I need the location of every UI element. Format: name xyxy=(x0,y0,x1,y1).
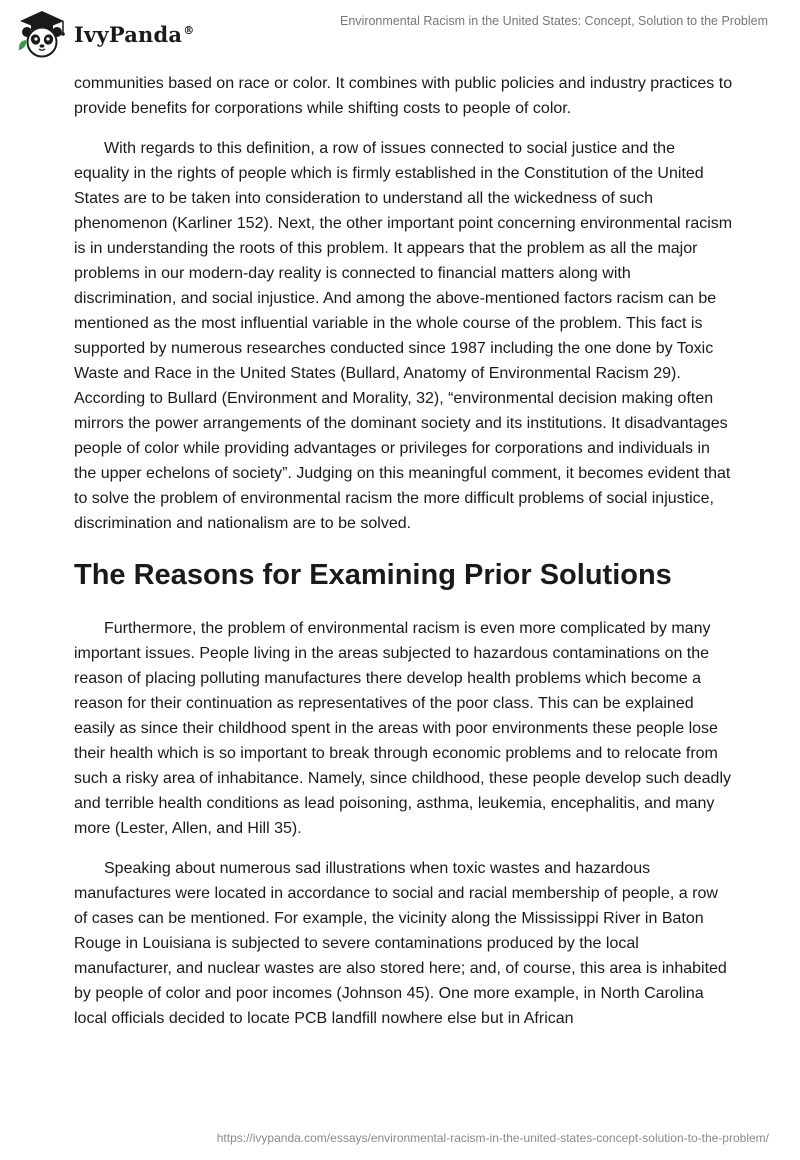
registered-mark: ® xyxy=(183,23,195,37)
page-header xyxy=(0,0,800,64)
source-url[interactable]: https://ivypanda.com/essays/environmental-racism-in-the-united-states-concept-solution-to-the-problem/ xyxy=(216,1131,769,1145)
graduation-panda-icon xyxy=(14,8,68,60)
paragraph-continued: communities based on race or color. It combines with public policies and industry practices to provide benefits for corporations while shifting costs to people of color. xyxy=(74,75,733,117)
paragraph-illustrations: Speaking about numerous sad illustrations when toxic wastes and hazardous manufactures were located in accordance to social and racial membership of people, a row of cases can be mentioned. For example, the vicinity along the Mississippi River in Baton Rouge in Louisiana is subjected to severe contaminations produced by the local manufacturer, and nuclear wastes are also stored here; and, of course, this area is inhabited by people of color and poor incomes (Johnson 45). One more example, in North Carolina local officials decided to locate PCB landfill nowhere else but in African xyxy=(74,860,727,1027)
document-title: Environmental Racism in the United States: Concept, Solution to the Problem xyxy=(340,14,768,28)
brand-logo[interactable] xyxy=(14,8,194,60)
brand-name: IvyPanda® xyxy=(74,21,195,47)
section-heading: The Reasons for Examining Prior Solutions xyxy=(74,559,672,591)
paragraph-health-issues: Furthermore, the problem of environmental racism is even more complicated by many important issues. People living in the areas subjected to hazardous contaminations on the reason of placing polluting manufactures there develop health problems which become a reason for their continuation as representatives of the poor class. This can be explained easily as since their childhood spent in the areas with poor environments these people lose their health which is so important to break through economic problems and to relocate from such a risky area of inhabitance. Namely, since childhood, these people develop such deadly and terrible health conditions as lead poisoning, asthma, leukemia, encephalitis, and many more (Lester, Allen, and Hill 35). xyxy=(74,620,731,837)
essay-content xyxy=(74,71,734,1031)
paragraph-definition: With regards to this definition, a row of issues connected to social justice and the equality in the rights of people which is firmly established in the Constitution of the United States are to be taken into consideration to understand all the wickedness of such phenomenon (Karliner 152). Next, the other important point concerning environmental racism is in understanding the roots of this problem. It appears that the problem as all the major problems in our modern-day reality is connected to financial matters along with discrimination, and social injustice. And among the above-mentioned factors racism can be mentioned as the most influential variable in the whole course of the problem. This fact is supported by numerous researches conducted since 1987 including the one done by Toxic Waste and Race in the United States (Bullard, Anatomy of Environmental Racism 29). According to Bullard (Environment and Morality, 32), “environmental decision making often mirrors the power arrangements of the dominant society and its institutions. It disadvantages people of color while providing advantages or privileges for corporations and individuals in the upper echelons of society”. Judging on this meaningful comment, it becomes evident that to solve the problem of environmental racism the more difficult problems of social injustice, discrimination and nationalism are to be solved. xyxy=(74,140,733,532)
